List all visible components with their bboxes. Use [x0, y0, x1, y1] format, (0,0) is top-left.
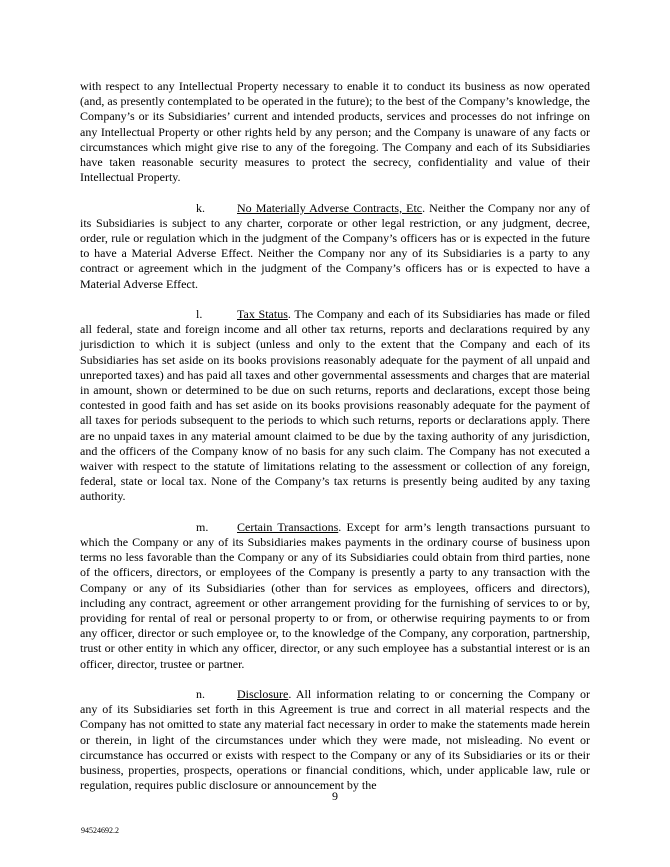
section-k-heading: No Materially Adverse Contracts, Etc	[237, 200, 423, 215]
section-k-paragraph	[80, 201, 590, 292]
section-k-number: k.	[196, 200, 205, 215]
section-m-number: m.	[196, 519, 209, 534]
section-k-text: . Neither the Company nor any of its Subsidiaries is subject to any charter, corporate or other legal restriction, or any judgment, decree, order, rule or regulation which in the judgment of the Company’s officers has or is expected in the future to have a Material Adverse Effect. Neither the Company nor any of its Subsidiaries is a party to any contract or agreement which in the judgment of the Company’s officers has or is expected to have a Material Adverse Effect.	[80, 200, 591, 291]
section-m-text: . Except for arm’s length transactions pursuant to which the Company or any of its Subsidiaries makes payments in the ordinary course of business upon terms no less favorable than the Company or any of its Subsidiaries could obtain from third parties, none of the officers, directors, or employees of the Company is presently a party to any transaction with the Company or any of its Subsidiaries (other than for services as employees, officers and directors), including any contract, agreement or other arrangement providing for the furnishing of services to or by, providing for rental of real or personal property to or from, or otherwise requiring payments to or from any officer, director or such employee or, to the knowledge of the Company, any corporation, partnership, trust or other entity in which any officer, director, or any such employee has a substantial interest or is an officer, director, trustee or partner.	[80, 519, 590, 671]
section-l-heading: Tax Status	[237, 307, 288, 322]
document-id: 94524692.2	[81, 826, 119, 835]
continuation-text: with respect to any Intellectual Property necessary to enable it to conduct its business as now operated (and, as presently contemplated to be operated in the future); to the best of the Company’s knowledge, the Company’s or its Subsidiaries’ current and intended products, services and processes do not infringe on any Intellectual Property or other rights held by any person; and the Company is unaware of any facts or circumstances which might give rise to any of the foregoing. The Company and each of its Subsidiaries have taken reasonable security measures to protect the secrecy, confidentiality and value of their Intellectual Property.	[80, 79, 590, 185]
continuation-paragraph	[80, 79, 590, 185]
section-n-text: . All information relating to or concerning the Company or any of its Subsidiaries set forth in this Agreement is true and correct in all material respects and the Company has not omitted to state any material fact necessary in order to make the statements made herein or therein, in light of the circumstances under which they were made, not misleading. No event or circumstance has occurred or exists with respect to the Company or any of its Subsidiaries or its or their business, properties, prospects, operations or financial conditions, which, under applicable law, rule or regulation, requires public disclosure or announcement by the	[80, 687, 590, 793]
page-number: 9	[332, 789, 338, 803]
section-n-heading: Disclosure	[237, 687, 289, 702]
section-l-text: . The Company and each of its Subsidiaries has made or filed all federal, state and foreign income and all other tax returns, reports and declarations required by any jurisdiction to which it is subject (unless and only to the extent that the Company and each of its Subsidiaries has set aside on its books provisions reasonably adequate for the payment of all unpaid and unreported taxes) and has paid all taxes and other governmental assessments and charges that are material in amount, shown or determined to be due on such returns, reports and declarations, except those being contested in good faith and has set aside on its books provisions reasonably adequate for the payment of all taxes for periods subsequent to the periods to which such returns, reports or declarations apply. There are no unpaid taxes in any material amount claimed to be due by the taxing authority of any jurisdiction, and the officers of the Company know of no basis for any such claim. The Company has not executed a waiver with respect to the statute of limitations relating to the assessment or collection of any foreign, federal, state or local tax. None of the Company’s tax returns is presently being audited by any taxing authority.	[80, 307, 591, 504]
section-l-number: l.	[196, 307, 203, 322]
section-m-paragraph	[80, 520, 590, 672]
section-n-number: n.	[196, 687, 205, 702]
section-l-paragraph	[80, 307, 590, 505]
document-body	[80, 79, 590, 809]
section-m-heading: Certain Transactions	[237, 519, 339, 534]
section-n-paragraph	[80, 687, 590, 793]
